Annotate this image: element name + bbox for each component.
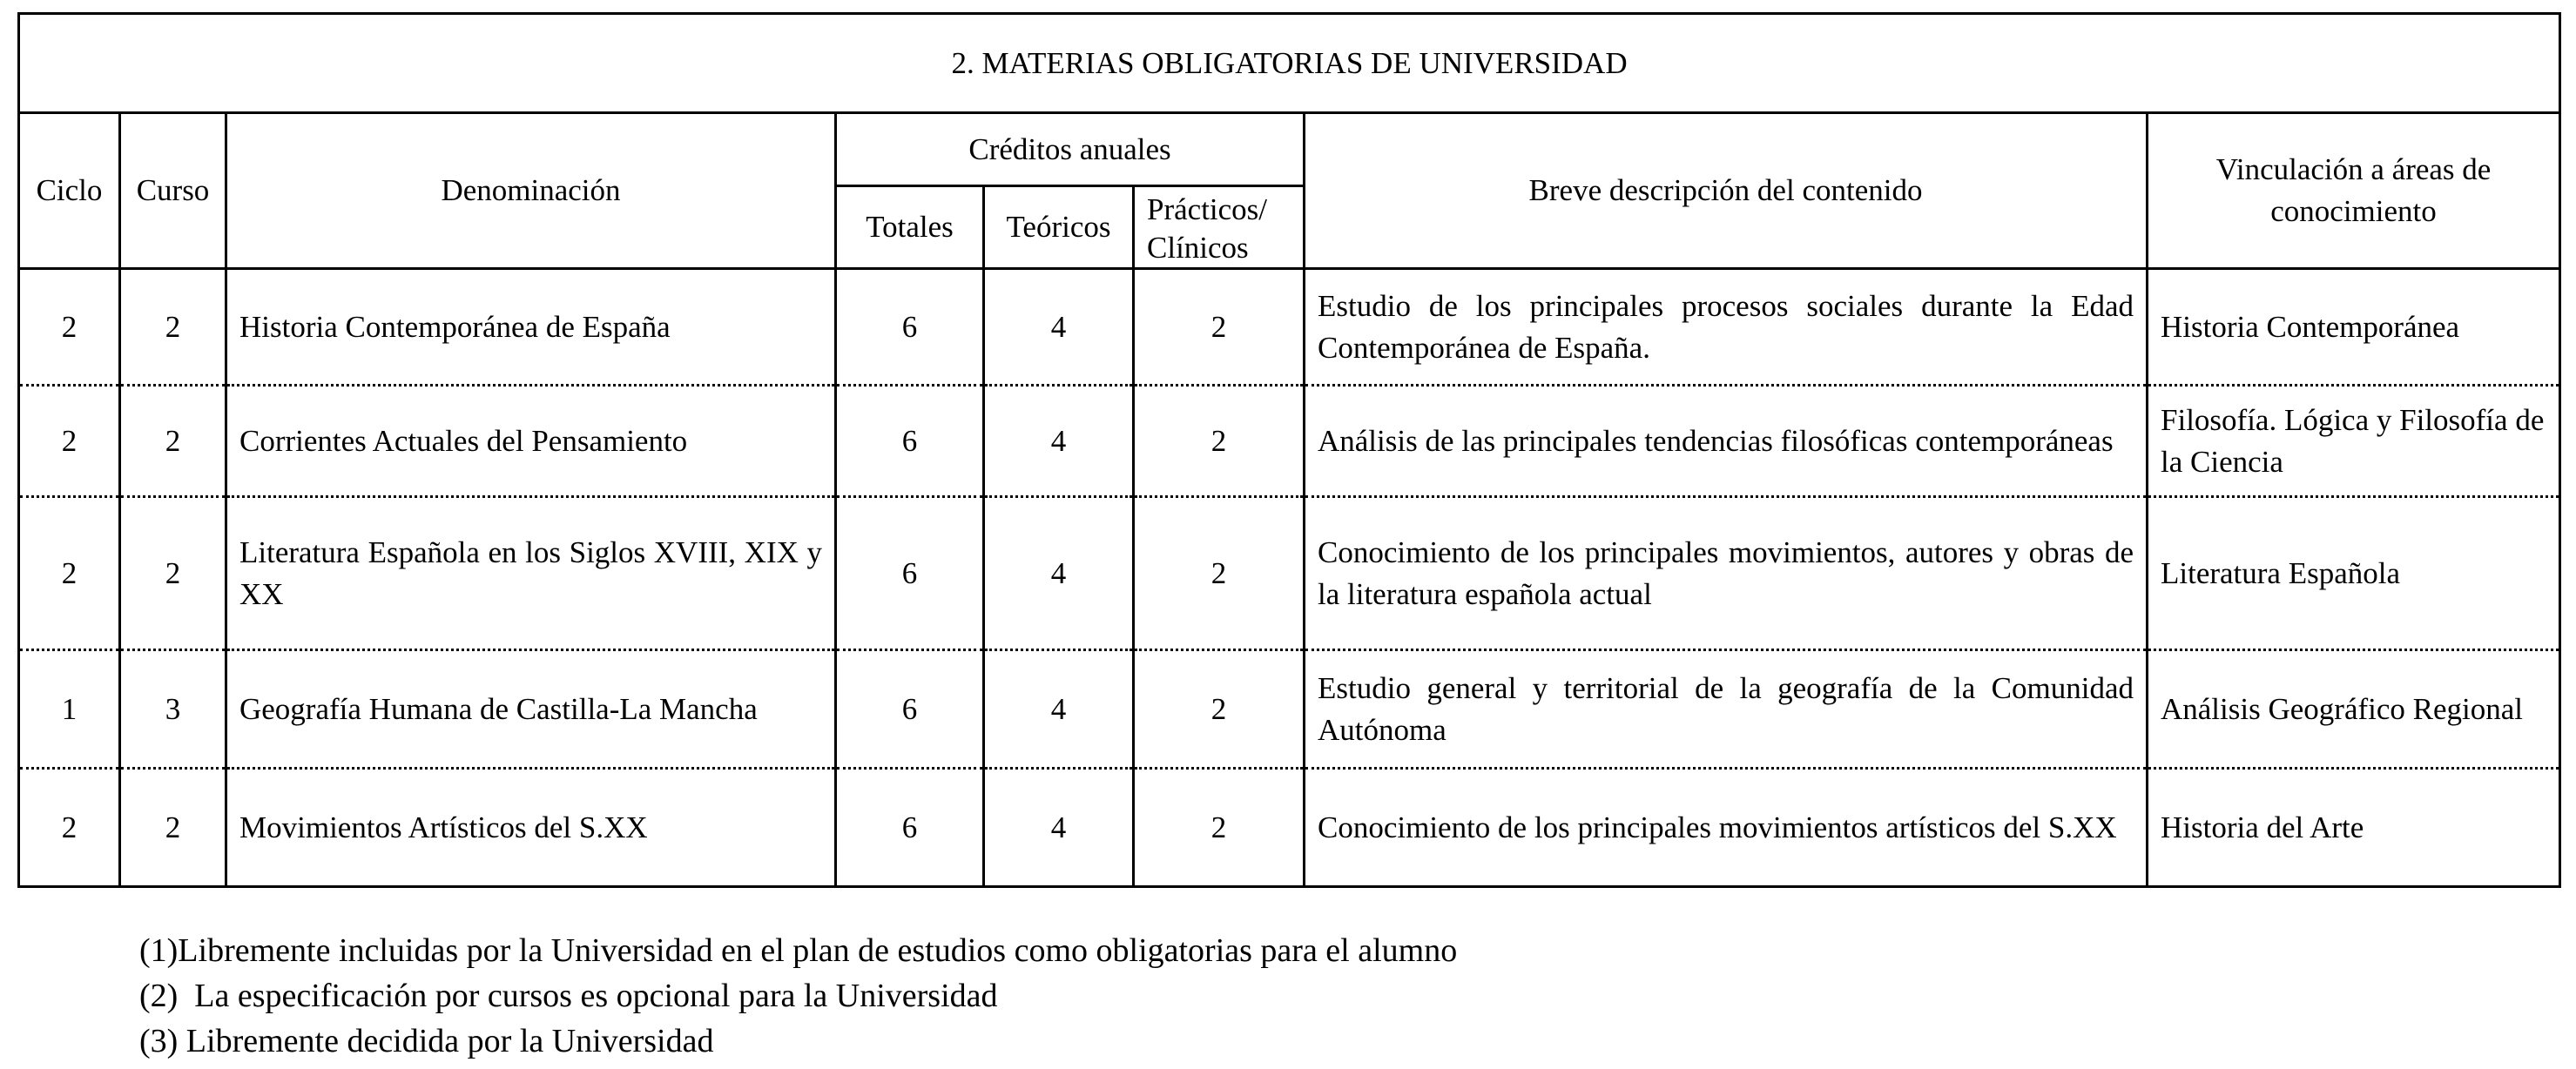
cell-practicos: 2 xyxy=(1134,650,1305,769)
header-practicos: Prácticos/ Clínicos xyxy=(1134,186,1305,269)
table-row xyxy=(19,497,2560,650)
cell-vinculacion: Historia del Arte xyxy=(2148,769,2560,887)
cell-practicos: 2 xyxy=(1134,497,1305,650)
cell-denominacion: Corrientes Actuales del Pensamiento xyxy=(226,386,836,497)
cell-practicos: 2 xyxy=(1134,269,1305,386)
materias-table xyxy=(17,12,2561,888)
cell-ciclo: 2 xyxy=(19,769,120,887)
cell-curso: 2 xyxy=(120,497,226,650)
cell-teoricos: 4 xyxy=(984,386,1134,497)
header-descripcion: Breve descripción del contenido xyxy=(1305,113,2148,269)
footnote: (2) La especificación por cursos es opcional para la Universidad xyxy=(139,978,998,1014)
header-ciclo: Ciclo xyxy=(19,113,120,269)
header-creditos-anuales: Créditos anuales xyxy=(836,113,1305,186)
footnote: (3) Libremente decidida por la Universidad xyxy=(139,1023,714,1059)
cell-descripcion: Estudio de los principales procesos sociales durante la Edad Contemporánea de España. xyxy=(1305,269,2148,386)
table-row xyxy=(19,386,2560,497)
cell-vinculacion: Filosofía. Lógica y Filosofía de la Ciencia xyxy=(2148,386,2560,497)
cell-totales: 6 xyxy=(836,269,984,386)
footnotes xyxy=(139,928,1457,1064)
cell-totales: 6 xyxy=(836,497,984,650)
header-vinculacion: Vinculación a áreas de conocimiento xyxy=(2148,113,2560,269)
cell-totales: 6 xyxy=(836,650,984,769)
cell-descripcion: Análisis de las principales tendencias filosóficas contemporáneas xyxy=(1305,386,2148,497)
cell-practicos: 2 xyxy=(1134,769,1305,887)
cell-totales: 6 xyxy=(836,769,984,887)
cell-curso: 2 xyxy=(120,269,226,386)
table-row xyxy=(19,769,2560,887)
cell-teoricos: 4 xyxy=(984,497,1134,650)
cell-curso: 2 xyxy=(120,769,226,887)
cell-descripcion: Conocimiento de los principales movimientos, autores y obras de la literatura española actual xyxy=(1305,497,2148,650)
table-row xyxy=(19,269,2560,386)
table-title: 2. MATERIAS OBLIGATORIAS DE UNIVERSIDAD xyxy=(19,14,2560,113)
cell-vinculacion: Literatura Española xyxy=(2148,497,2560,650)
cell-denominacion: Historia Contemporánea de España xyxy=(226,269,836,386)
cell-ciclo: 2 xyxy=(19,269,120,386)
header-denominacion: Denominación xyxy=(226,113,836,269)
cell-totales: 6 xyxy=(836,386,984,497)
cell-curso: 2 xyxy=(120,386,226,497)
cell-denominacion: Literatura Española en los Siglos XVIII, XIX y XX xyxy=(226,497,836,650)
cell-teoricos: 4 xyxy=(984,769,1134,887)
header-teoricos: Teóricos xyxy=(984,186,1134,269)
footnote: (1)Libremente incluidas por la Universidad en el plan de estudios como obligatorias para el alumno xyxy=(139,932,1458,969)
cell-descripcion: Conocimiento de los principales movimientos artísticos del S.XX xyxy=(1305,769,2148,887)
cell-ciclo: 2 xyxy=(19,386,120,497)
cell-curso: 3 xyxy=(120,650,226,769)
cell-teoricos: 4 xyxy=(984,650,1134,769)
cell-ciclo: 1 xyxy=(19,650,120,769)
cell-practicos: 2 xyxy=(1134,386,1305,497)
header-curso: Curso xyxy=(120,113,226,269)
table-row xyxy=(19,650,2560,769)
cell-vinculacion: Análisis Geográfico Regional xyxy=(2148,650,2560,769)
header-totales: Totales xyxy=(836,186,984,269)
cell-vinculacion: Historia Contemporánea xyxy=(2148,269,2560,386)
cell-descripcion: Estudio general y territorial de la geografía de la Comunidad Autónoma xyxy=(1305,650,2148,769)
cell-denominacion: Geografía Humana de Castilla-La Mancha xyxy=(226,650,836,769)
cell-teoricos: 4 xyxy=(984,269,1134,386)
cell-ciclo: 2 xyxy=(19,497,120,650)
cell-denominacion: Movimientos Artísticos del S.XX xyxy=(226,769,836,887)
